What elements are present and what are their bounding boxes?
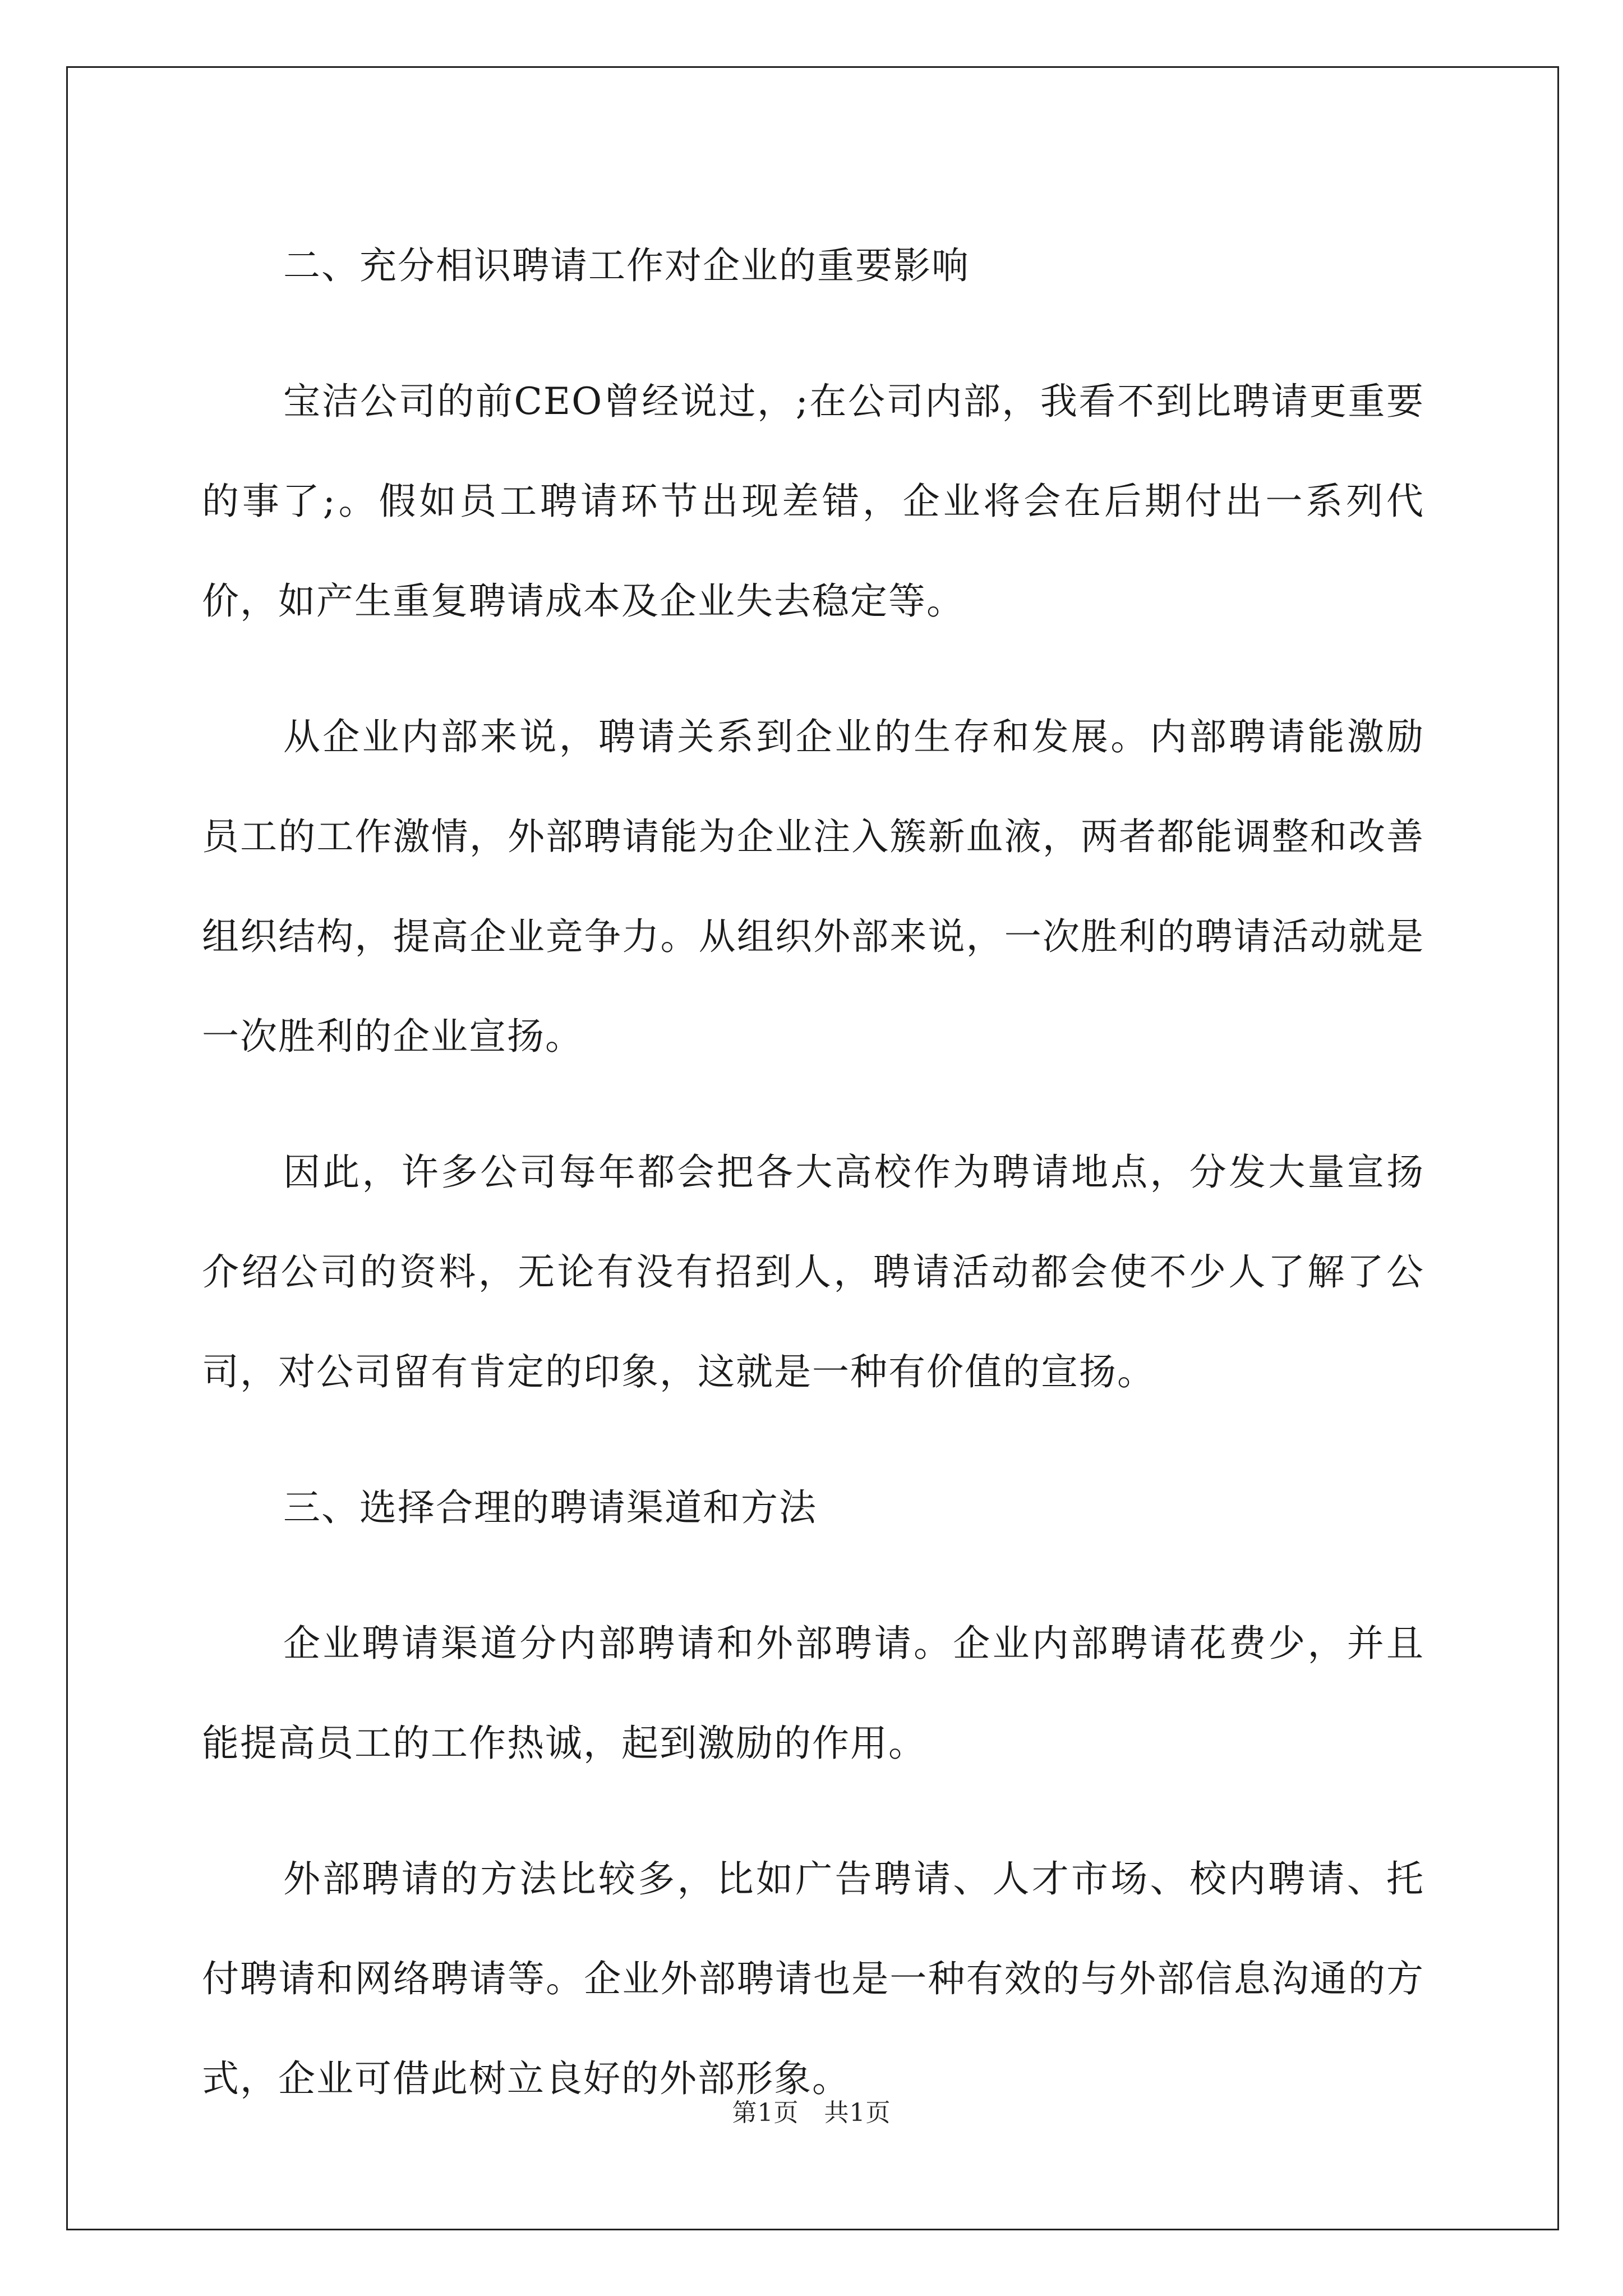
paragraph: 宝洁公司的前CEO曾经说过，;在公司内部，我看不到比聘请更重要的事了;。假如员工聘请环节出现差错，企业将会在后期付出一系列代价，如产生重复聘请成本及企业失去稳定等。 (202, 380, 1424, 623)
section-heading-2: 二、充分相识聘请工作对企业的重要影响 (283, 244, 970, 287)
paragraph: 从企业内部来说，聘请关系到企业的生存和发展。内部聘请能激励员工的工作激情，外部聘请能为企业注入簇新血液，两者都能调整和改善组织结构，提高企业竞争力。从组织外部来说，一次胜利的聘请活动就是一次胜利的企业宣扬。 (202, 715, 1424, 1058)
paragraph: 外部聘请的方法比较多，比如广告聘请、人才市场、校内聘请、托付聘请和网络聘请等。企业外部聘请也是一种有效的与外部信息沟通的方式，企业可借此树立良好的外部形象。 (202, 1857, 1424, 2100)
document-body (202, 216, 1424, 2165)
section-heading-3: 三、选择合理的聘请渠道和方法 (283, 1486, 817, 1529)
paragraph: 企业聘请渠道分内部聘请和外部聘请。企业内部聘请花费少，并且能提高员工的工作热诚，起到激励的作用。 (202, 1622, 1424, 1765)
paragraph: 因此，许多公司每年都会把各大高校作为聘请地点，分发大量宣扬介绍公司的资料，无论有没有招到人，聘请活动都会使不少人了解了公司，对公司留有肯定的印象，这就是一种有价值的宣扬。 (202, 1151, 1424, 1393)
page-footer: 第1页 共1页 (732, 2099, 891, 2127)
